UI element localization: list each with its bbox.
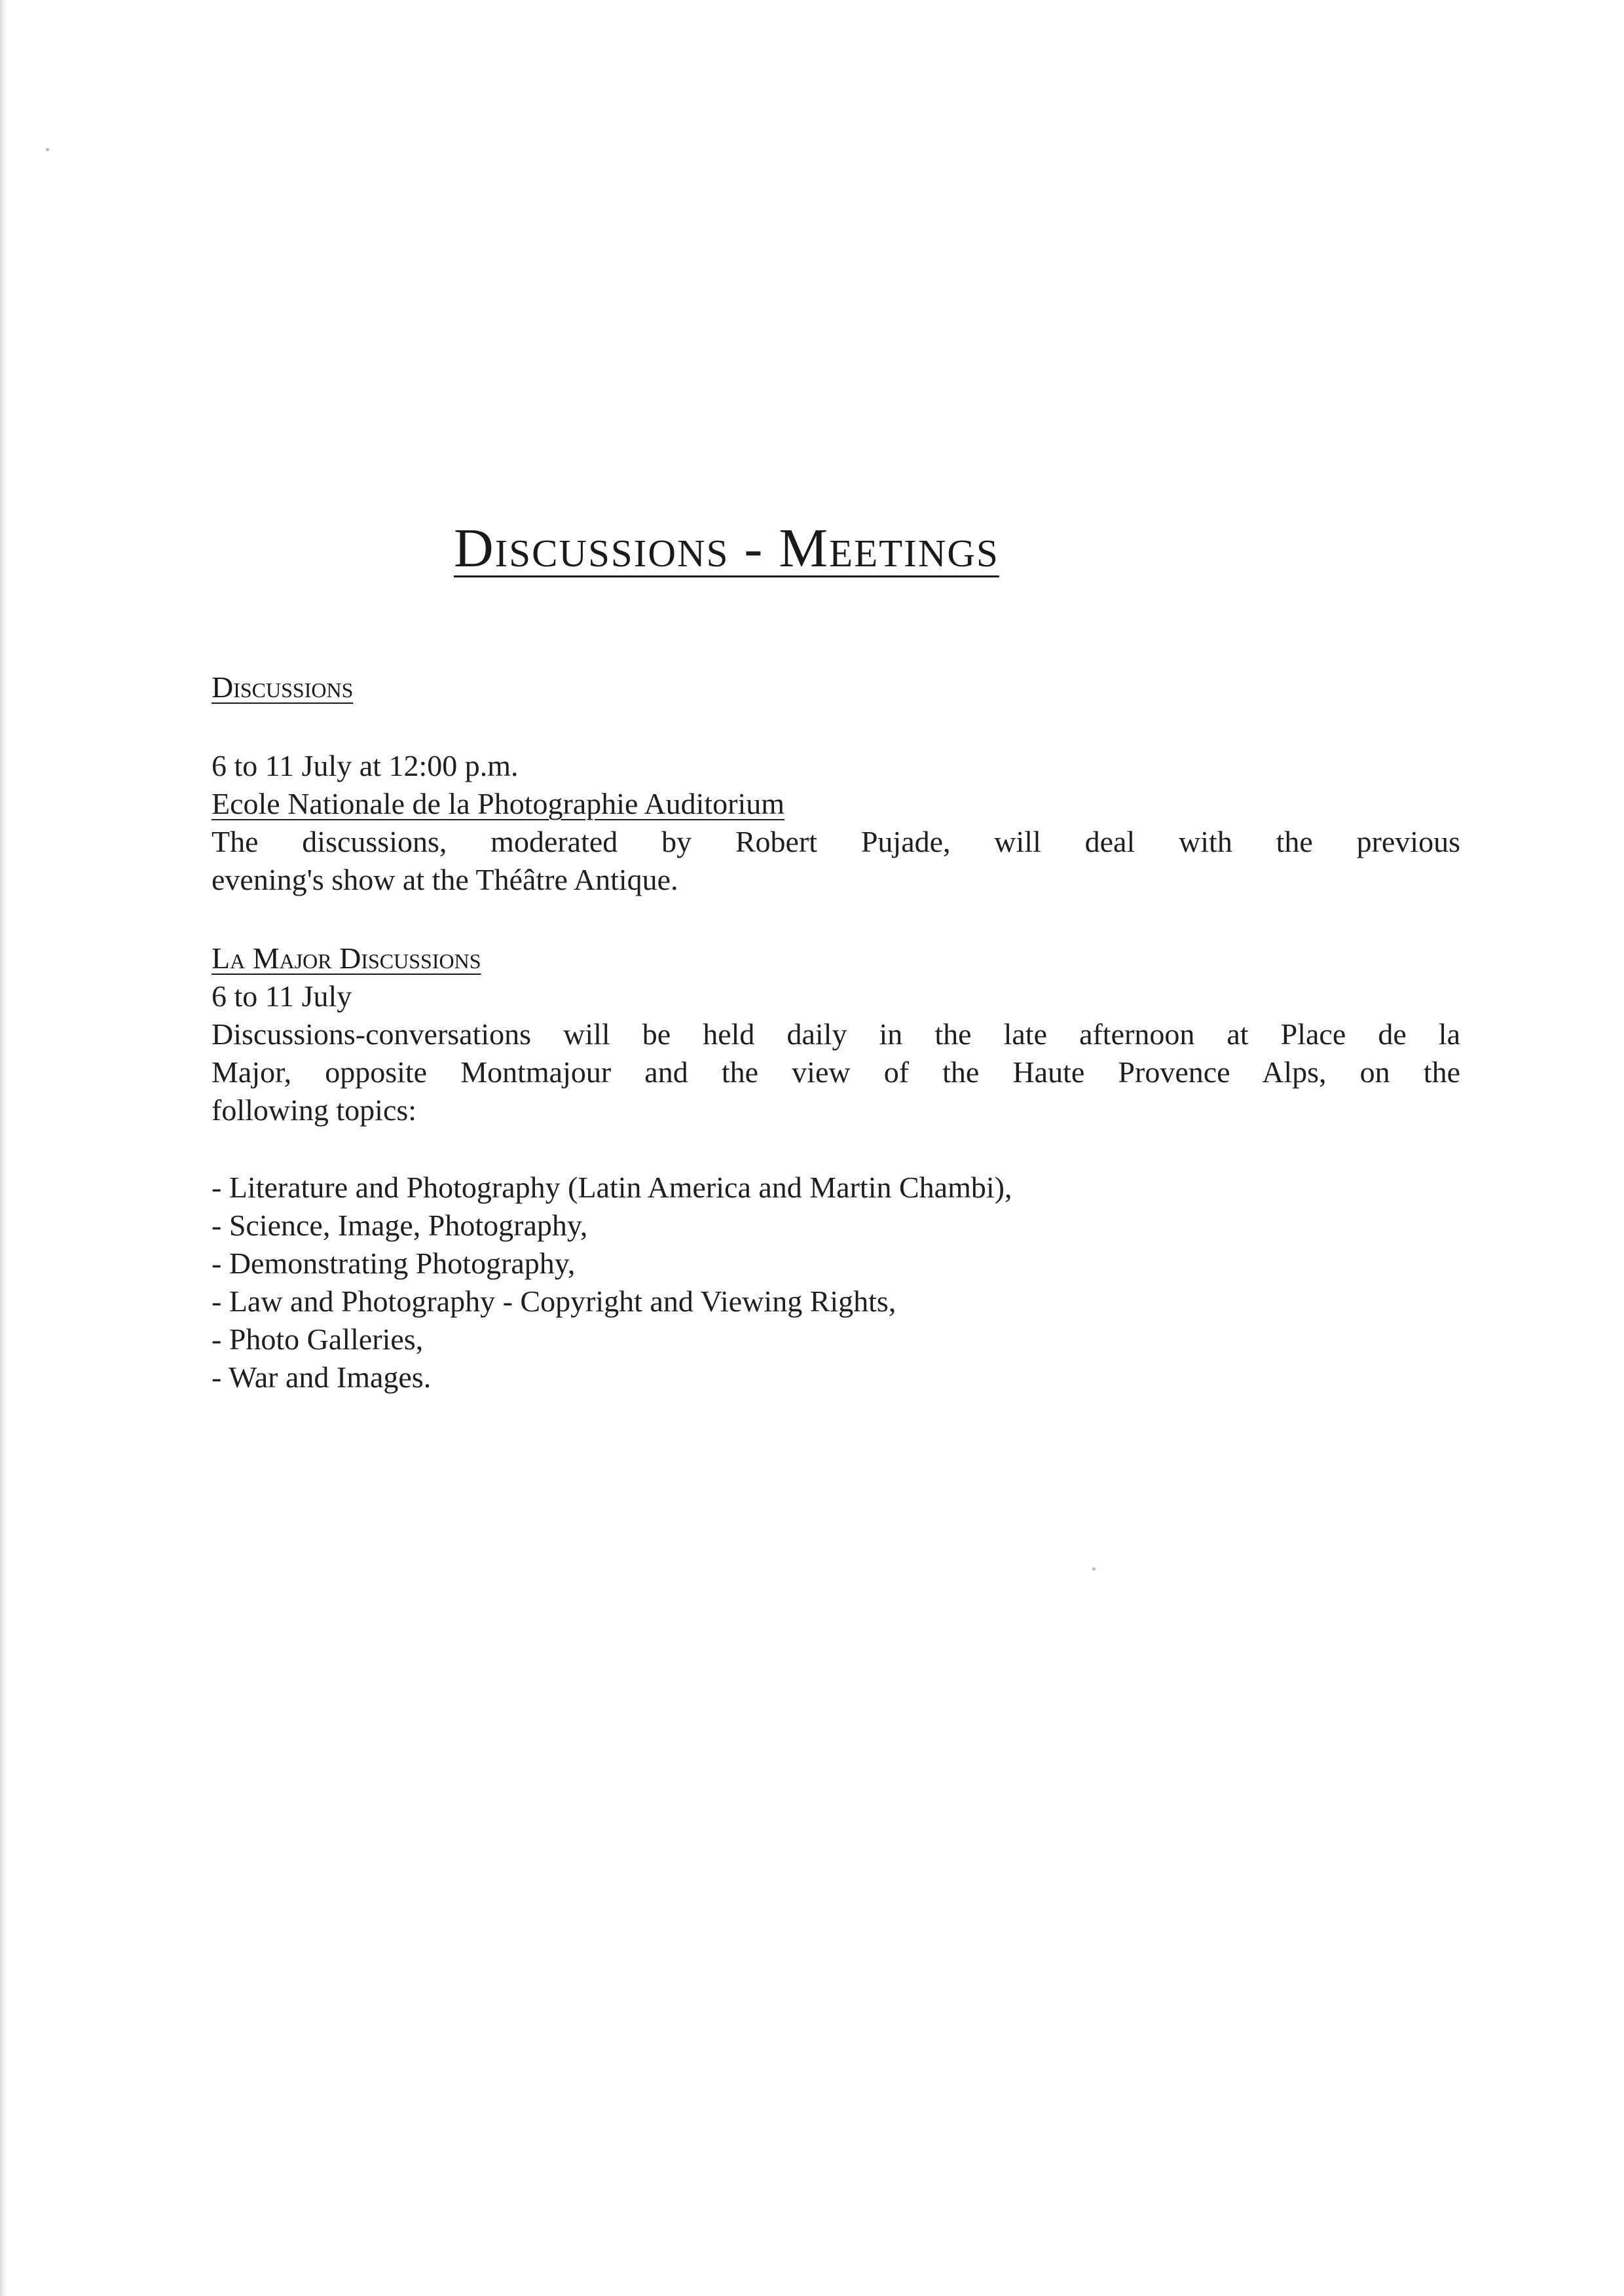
list-item: - War and Images.: [212, 1360, 432, 1394]
paper-speck: [46, 148, 49, 151]
la-major-body-line: Discussions-conversations will be held daily in the late afternoon at Place de la: [212, 1017, 1460, 1051]
la-major-date: 6 to 11 July: [212, 979, 352, 1013]
list-item: - Photo Galleries,: [212, 1322, 424, 1356]
list-item: - Law and Photography - Copyright and Viewing Rights,: [212, 1285, 896, 1318]
page-edge-shadow: [0, 0, 7, 2296]
discussions-venue: [212, 786, 1460, 822]
la-major-body-line: Major, opposite Montmajour and the view of the Haute Provence Alps, on the: [212, 1055, 1460, 1089]
page-title: Discussions - Meetings: [454, 518, 999, 579]
list-item: - Science, Image, Photography,: [212, 1209, 588, 1242]
discussions-body-line: evening's show at the Théâtre Antique.: [212, 863, 678, 896]
discussions-venue-text: Ecole Nationale de la Photographie Auditorium: [212, 787, 785, 820]
list-item: - Literature and Photography (Latin America and Martin Chambi),: [212, 1171, 1012, 1204]
discussions-date: 6 to 11 July at 12:00 p.m.: [212, 749, 519, 782]
paper-speck: [1092, 1567, 1096, 1571]
discussions-body-line: The discussions, moderated by Robert Pujade, will deal with the previous: [212, 825, 1460, 858]
la-major-body-line: following topics:: [212, 1093, 417, 1127]
section-heading-discussions: Discussions: [212, 670, 354, 704]
topic-list: [212, 1169, 1012, 1396]
section-heading-la-major: La Major Discussions: [212, 941, 481, 975]
list-item: - Demonstrating Photography,: [212, 1247, 576, 1280]
